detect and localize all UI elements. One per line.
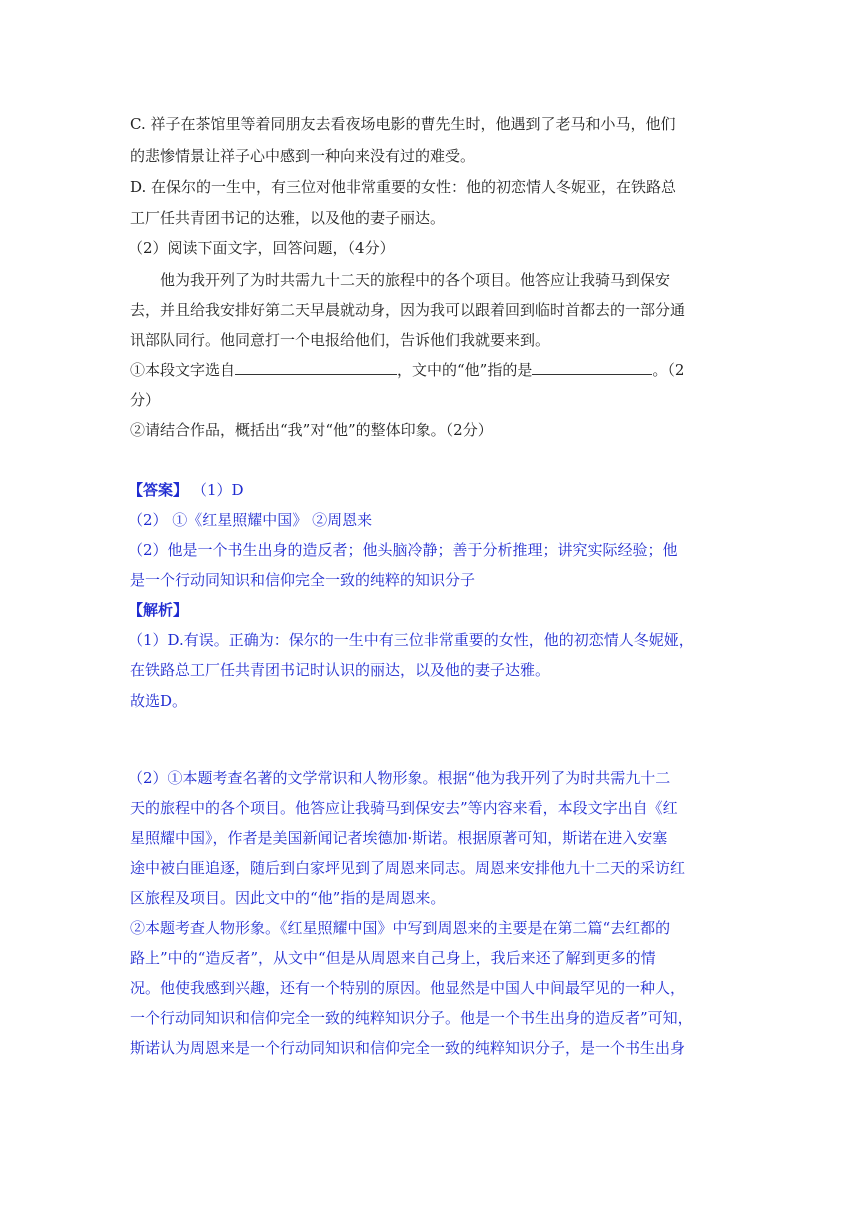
option-d-line-2: 工厂任共青团书记的达雅，以及他的妻子丽达。 [130,209,446,227]
sub-question-1 [130,360,684,380]
sub-question-2: ②请结合作品，概括出“我”对“他”的整体印象。（2分） [130,421,493,439]
analysis-1-line-3: 故选D。 [130,692,188,710]
option-c-line-1: C. 祥子在茶馆里等着同朋友去看夜场电影的曹先生时，他遇到了老马和小马，他们 [130,115,676,133]
analysis-2-line-5: 区旅程及项目。因此文中的“他”指的是周恩来。 [130,889,446,907]
option-c-line-2: 的悲惨情景让祥子心中感到一种向来没有过的难受。 [130,147,476,165]
sub-question-1-text-b: ，文中的“他”指的是 [397,361,533,379]
answer-blank-source[interactable] [235,360,397,375]
sub-question-1-continued: 分） [130,391,161,409]
answer-blank-person[interactable] [532,360,652,375]
answer-label: 【答案】 [128,481,189,499]
passage-line-3: 讯部队同行。他同意打一个电报给他们，告诉他们我就要来到。 [130,331,551,349]
analysis-3-line-3: 况。他使我感到兴趣，还有一个特别的原因。他显然是中国人中间最罕见的一种人， [130,979,686,997]
passage-line-2: 去，并且给我安排好第二天早晨就动身，因为我可以跟着回到临时首都去的一部分通 [130,301,686,319]
analysis-label: 【解析】 [128,601,189,619]
analysis-3-line-4: 一个行动同知识和信仰完全一致的纯粹知识分子。他是一个书生出身的造反者”可知， [130,1009,693,1027]
analysis-2-line-2: 天的旅程中的各个项目。他答应让我骑马到保安去”等内容来看，本段文字出自《红 [130,799,678,817]
option-d-line-1: D. 在保尔的一生中，有三位对他非常重要的女性：他的初恋情人冬妮亚，在铁路总 [130,178,677,196]
answer-1: （1）D [192,481,244,499]
answer-3-line-2: 是一个行动同知识和信仰完全一致的纯粹的知识分子 [130,571,476,589]
question-2-title: （2）阅读下面文字，回答问题，（4分） [128,239,395,257]
analysis-3-line-5: 斯诺认为周恩来是一个行动同知识和信仰完全一致的纯粹知识分子，是一个书生出身 [130,1039,686,1057]
answer-2: （2） ①《红星照耀中国》 ②周恩来 [128,511,373,529]
analysis-1-line-2: 在铁路总工厂任共青团书记时认识的丽达，以及他的妻子达雅。 [130,661,551,679]
analysis-2-line-4: 途中被白匪追逐，随后到白家坪见到了周恩来同志。周恩来安排他九十二天的采访红 [130,859,686,877]
analysis-3-line-2: 路上”中的“造反者”，从文中“但是从周恩来自己身上，我后来还了解到更多的情 [130,949,656,967]
analysis-3-line-1: ②本题考查人物形象。《红星照耀中国》中写到周恩来的主要是在第二篇“去红都的 [130,919,671,937]
analysis-2-line-1: （2）①本题考查名著的文学常识和人物形象。根据“他为我开列了为时共需九十二 [128,769,671,787]
analysis-2-line-3: 星照耀中国》，作者是美国新闻记者埃德加·斯诺。根据原著可知，斯诺在进入安塞 [130,829,668,847]
analysis-1-line-1: （1）D.有误。正确为：保尔的一生中有三位非常重要的女性，他的初恋情人冬妮娅， [128,631,694,649]
sub-question-1-text-c: 。（2 [652,361,685,379]
sub-question-1-text-a: ①本段文字选自 [130,361,236,379]
answer-3-line-1: （2）他是一个书生出身的造反者；他头脑冷静；善于分析推理；讲究实际经验；他 [128,541,678,559]
passage-line-1: 他为我开列了为时共需九十二天的旅程中的各个项目。他答应让我骑马到保安 [160,271,671,289]
